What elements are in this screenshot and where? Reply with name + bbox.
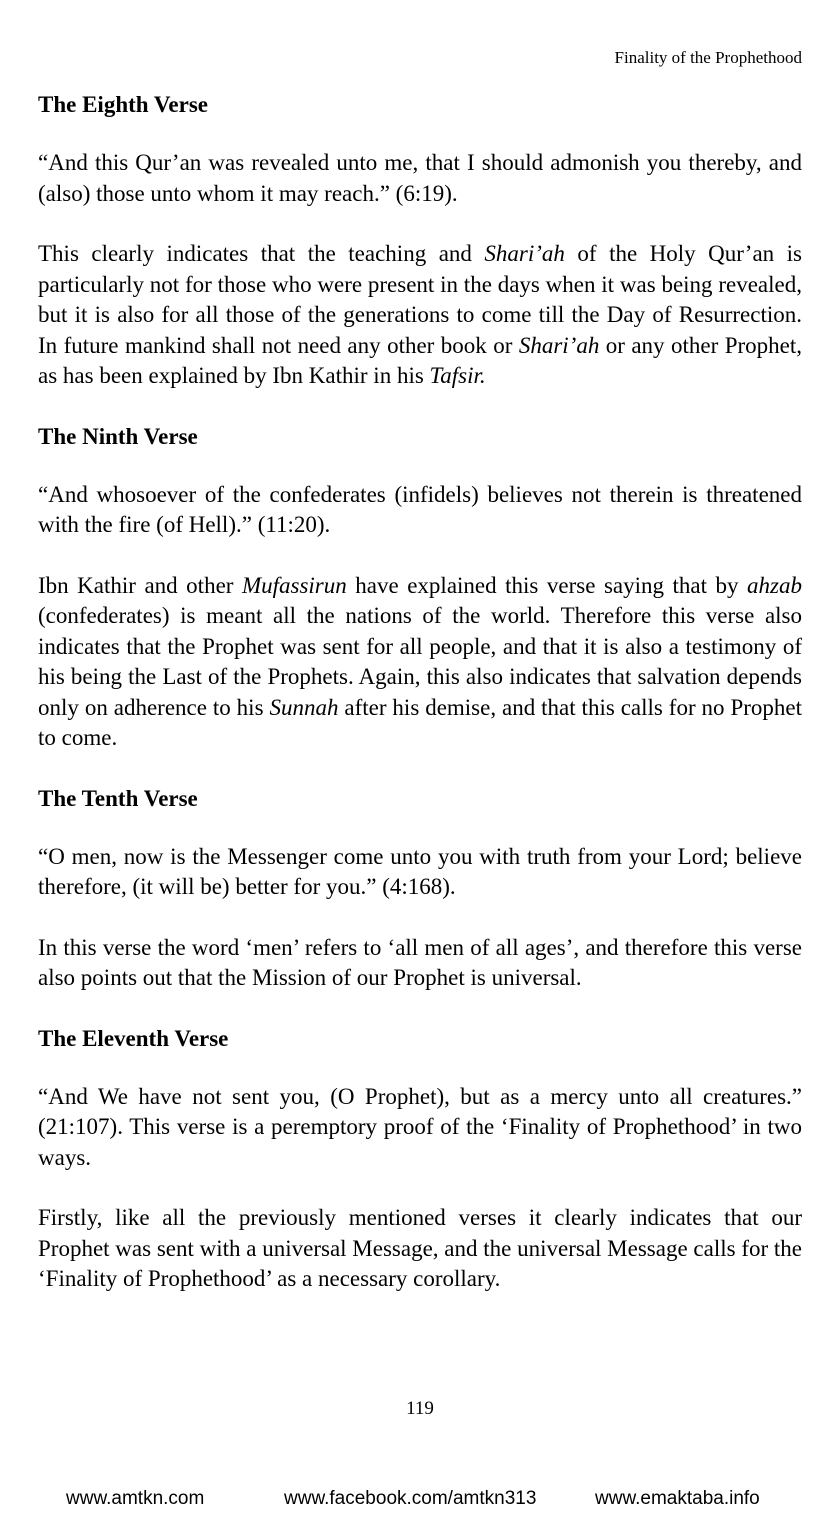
footer (0, 1488, 840, 1512)
text-run: “O men, now is the Messenger come unto you with truth from your Lord; believe therefore, (it will be) better for you.” (4:168). (38, 843, 802, 899)
text-run: after his demise, and that this calls for no Prophet to come. (38, 694, 803, 750)
page-body (38, 90, 802, 1325)
text-run: Ibn Kathir and other (38, 572, 242, 598)
running-header: Finality of the Prophethood (614, 48, 802, 67)
text-run: have explained this verse saying that by (346, 572, 748, 598)
paragraph (38, 571, 802, 754)
section-heading: The Eleventh Verse (38, 1025, 229, 1051)
italic-term: Mufassirun (241, 572, 347, 598)
footer-link-facebook[interactable]: www.facebook.com/amtkn313 (284, 1488, 537, 1509)
footer-link-amtkn[interactable]: www.amtkn.com (66, 1488, 205, 1509)
italic-term: Tafsir. (429, 363, 486, 388)
page-number: 119 (406, 1398, 434, 1419)
italic-term: ahzab (747, 572, 802, 598)
italic-term: Shari’ah (518, 332, 600, 358)
text-run: of the Holy Qur’an is particularly not for those who were present in the days when it was being revealed, but it is also for all those of the generations to come till the Day of Resurrection. In future mankind shall not need any other book or (38, 241, 802, 358)
paragraph (38, 480, 802, 541)
italic-term: Shari’ah (484, 241, 565, 266)
paragraph (38, 239, 802, 392)
paragraph (38, 842, 802, 903)
text-run: This clearly indicates that the teaching and (38, 241, 485, 266)
text-run: Firstly, like all the previously mentioned verses it clearly indicates that our Prophet was sent with a universal Message, and the universal Message calls for the ‘Finality of Prophethood’ as a necessary corollary. (38, 1205, 802, 1291)
text-run: (confederates) is meant all the nations of the world. Therefore this verse also indicates that the Prophet was sent for all people, and that it is also a testimony of his being the Last of the Prophets. Again, this also indicates that salvation depends only on adherence to his (38, 603, 802, 720)
paragraph (38, 1203, 802, 1295)
section-heading: The Eighth Verse (38, 92, 208, 117)
italic-term: Sunnah (269, 694, 339, 720)
paragraph (38, 933, 802, 994)
text-run: In this verse the word ‘men’ refers to ‘all men of all ages’, and therefore this verse also points out that the Mission of our Prophet is universal. (38, 934, 802, 990)
paragraph (38, 148, 802, 209)
paragraph (38, 1082, 802, 1174)
text-run: “And We have not sent you, (O Prophet), but as a mercy unto all creatures.” (21:107). This verse is a peremptory proof of the ‘Finality of Prophethood’ in two ways. (38, 1083, 802, 1170)
footer-link-emaktaba[interactable]: www.emaktaba.info (595, 1488, 760, 1509)
section-heading: The Tenth Verse (38, 785, 198, 811)
section-heading: The Ninth Verse (38, 423, 198, 449)
text-run: “And this Qur’an was revealed unto me, that I should admonish you thereby, and (also) those unto whom it may reach.” (6:19). (38, 150, 802, 206)
text-run: “And whosoever of the confederates (infidels) believes not therein is threatened with the fire (of Hell).” (11:20). (38, 481, 802, 537)
text-run: or any other Prophet, as has been explained by Ibn Kathir in his (38, 332, 802, 388)
